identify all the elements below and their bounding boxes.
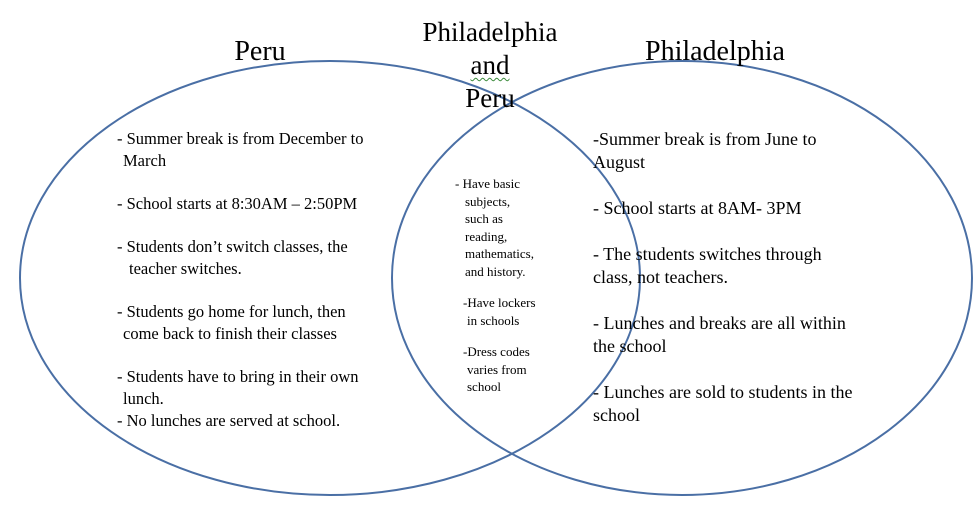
item-line: lunch. bbox=[123, 389, 164, 408]
list-item bbox=[593, 128, 893, 174]
item-line: August bbox=[593, 152, 646, 172]
list-item bbox=[107, 301, 407, 345]
item-line: - School starts at 8:30AM – 2:50PM bbox=[117, 194, 358, 213]
item-line: come back to finish their classes bbox=[123, 324, 337, 343]
item-line: - Students have to bring in their own bbox=[117, 367, 359, 386]
shared-list bbox=[455, 175, 565, 410]
list-item bbox=[455, 294, 565, 329]
item-line: -Have lockers bbox=[463, 295, 536, 310]
item-line: -Summer break is from June to bbox=[593, 129, 817, 149]
item-line: teacher switches. bbox=[129, 259, 242, 278]
overlap-title-line bbox=[395, 49, 585, 82]
philadelphia-title: Philadelphia bbox=[645, 36, 785, 67]
list-item bbox=[455, 175, 565, 280]
list-item bbox=[107, 366, 407, 410]
item-line: - The students switches through bbox=[593, 244, 822, 264]
item-line: varies from bbox=[467, 361, 527, 377]
item-line: - Lunches are sold to students in the bbox=[593, 382, 853, 402]
item-line: - Lunches and breaks are all within bbox=[593, 313, 846, 333]
item-line: - No lunches are served at school. bbox=[117, 411, 341, 430]
item-line: reading, bbox=[465, 228, 508, 244]
item-line: - Summer break is from December to bbox=[117, 129, 364, 148]
overlap-title bbox=[395, 16, 585, 115]
list-item bbox=[593, 243, 893, 289]
item-line: March bbox=[123, 151, 167, 170]
item-line: school bbox=[467, 379, 501, 394]
list-item bbox=[107, 128, 407, 172]
item-line: the school bbox=[593, 336, 667, 356]
item-line: subjects, bbox=[465, 193, 511, 209]
peru-only-list bbox=[107, 128, 407, 453]
overlap-title-line: Peru bbox=[465, 82, 515, 113]
list-item bbox=[107, 410, 407, 432]
list-item bbox=[107, 193, 407, 215]
overlap-title-and: and bbox=[470, 49, 510, 80]
item-line: - School starts at 8AM- 3PM bbox=[593, 198, 802, 218]
item-line: - Have basic bbox=[455, 176, 520, 191]
item-line: in schools bbox=[467, 312, 520, 328]
item-line: - Students go home for lunch, then bbox=[117, 302, 346, 321]
item-line: mathematics, bbox=[465, 246, 534, 261]
list-item bbox=[593, 381, 893, 427]
list-item bbox=[107, 236, 407, 280]
item-line: -Dress codes bbox=[463, 344, 530, 359]
overlap-title-line: Philadelphia bbox=[422, 17, 558, 47]
item-line: - Students don’t switch classes, the bbox=[117, 237, 348, 256]
item-line: school bbox=[593, 405, 640, 425]
item-line: class, not teachers. bbox=[593, 267, 728, 287]
philadelphia-only-list bbox=[593, 128, 893, 450]
item-line: such as bbox=[465, 211, 503, 226]
peru-title: Peru bbox=[234, 36, 286, 67]
item-line: and history. bbox=[465, 263, 526, 279]
list-item bbox=[593, 312, 893, 358]
list-item bbox=[455, 343, 565, 396]
list-item bbox=[593, 197, 893, 220]
